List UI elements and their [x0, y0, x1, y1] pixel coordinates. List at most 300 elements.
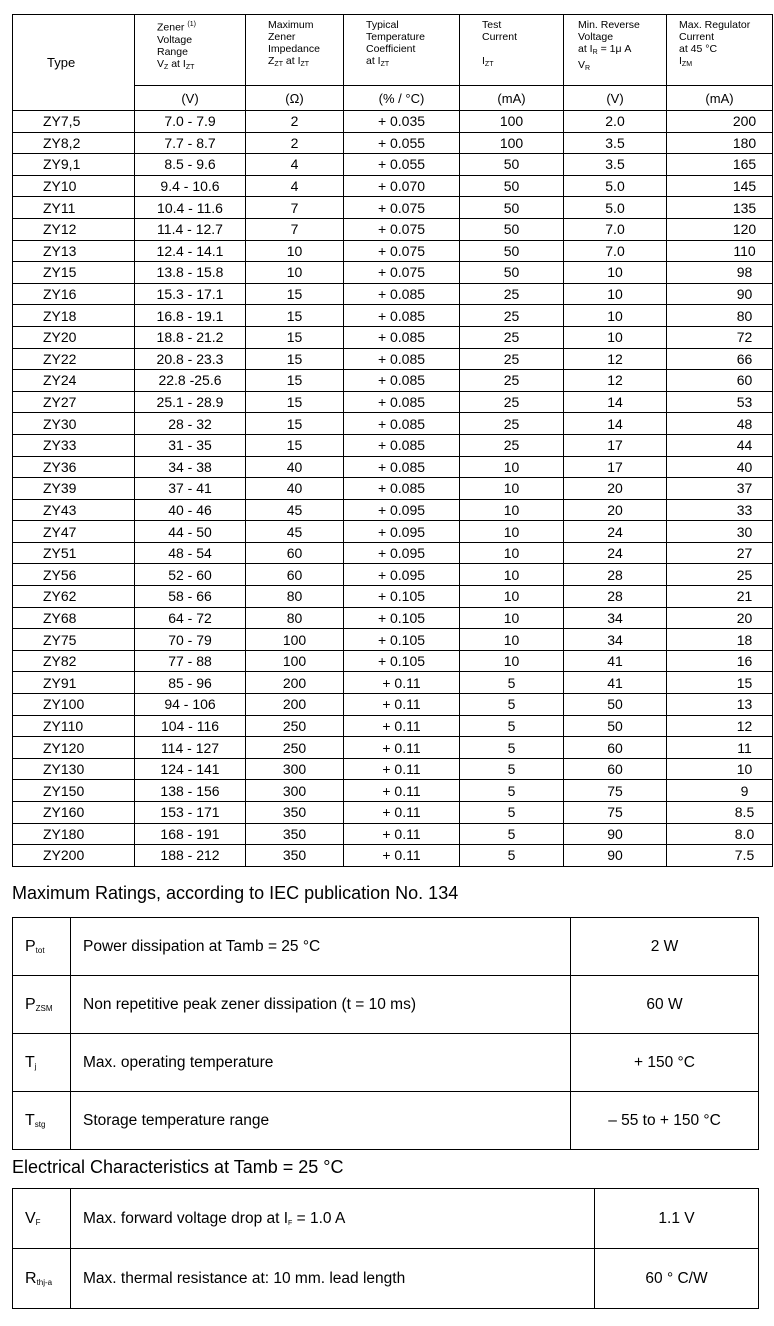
regulator-current-cell: 30 [667, 521, 773, 543]
tempco-cell: + 0.095 [344, 542, 460, 564]
reverse-voltage-cell: 12 [564, 370, 667, 392]
table-row [13, 758, 773, 780]
type-cell: ZY200 [13, 845, 135, 867]
regulator-current-cell: 27 [667, 542, 773, 564]
tempco-cell: + 0.11 [344, 737, 460, 759]
type-cell: ZY82 [13, 650, 135, 672]
impedance-header [246, 15, 344, 86]
reverse-voltage-cell: 50 [564, 694, 667, 716]
tempco-cell: + 0.105 [344, 586, 460, 608]
tempco-cell: + 0.085 [344, 391, 460, 413]
type-cell: ZY27 [13, 391, 135, 413]
type-cell: ZY180 [13, 823, 135, 845]
tempco-cell: + 0.11 [344, 758, 460, 780]
impedance-cell: 200 [246, 672, 344, 694]
tempco-cell: + 0.095 [344, 564, 460, 586]
tempco-cell: + 0.070 [344, 175, 460, 197]
zener-voltage-cell: 10.4 - 11.6 [135, 197, 246, 219]
zener-voltage-cell: 16.8 - 19.1 [135, 305, 246, 327]
test-current-cell: 25 [460, 391, 564, 413]
reverse-voltage-cell: 3.5 [564, 154, 667, 176]
type-cell: ZY56 [13, 564, 135, 586]
impedance-cell: 40 [246, 456, 344, 478]
reverse-voltage-cell: 5.0 [564, 197, 667, 219]
zener-voltage-cell: 18.8 - 21.2 [135, 326, 246, 348]
tempco-cell: + 0.085 [344, 305, 460, 327]
tempco-cell: + 0.055 [344, 154, 460, 176]
tempco-cell: + 0.095 [344, 499, 460, 521]
tempco-header-line1: Typical [366, 19, 399, 31]
description-cell: Power dissipation at Tamb = 25 °C [71, 918, 571, 976]
unit-cell: (V) [564, 86, 667, 111]
reverse-voltage-cell: 17 [564, 434, 667, 456]
regulator-current-cell: 16 [667, 650, 773, 672]
test-current-cell: 25 [460, 305, 564, 327]
regulator-current-cell: 21 [667, 586, 773, 608]
type-cell: ZY15 [13, 262, 135, 284]
impedance-cell: 10 [246, 262, 344, 284]
impedance-cell: 15 [246, 370, 344, 392]
impedance-cell: 15 [246, 326, 344, 348]
tempco-header-line4: at $I_{ZT}$ [366, 55, 390, 68]
test-current-cell: 5 [460, 694, 564, 716]
regulator-current-cell: 15 [667, 672, 773, 694]
reverse-voltage-cell: 34 [564, 629, 667, 651]
table-row [13, 391, 773, 413]
value-cell: 60 W [571, 976, 759, 1034]
table-row [13, 564, 773, 586]
type-cell: ZY110 [13, 715, 135, 737]
impedance-cell: 7 [246, 197, 344, 219]
test-current-cell: 10 [460, 629, 564, 651]
regulator-current-cell: 9 [667, 780, 773, 802]
regulator-header-line4: $I_{ZM}$ [679, 55, 693, 68]
zener-voltage-cell: 11.4 - 12.7 [135, 218, 246, 240]
value-cell: 1.1 V [595, 1189, 759, 1249]
reverse-voltage-cell: 34 [564, 607, 667, 629]
type-cell: ZY130 [13, 758, 135, 780]
symbol-cell: $P_{ZSM}$ [13, 976, 71, 1034]
zener-header-footnote: (1) [187, 21, 196, 28]
table-row [13, 715, 773, 737]
value-cell: 60 ° C/W [595, 1249, 759, 1309]
zener-voltage-cell: 7.0 - 7.9 [135, 111, 246, 133]
type-cell: ZY47 [13, 521, 135, 543]
regulator-current-cell: 10 [667, 758, 773, 780]
value-cell: + 150 °C [571, 1034, 759, 1092]
table-row [13, 283, 773, 305]
impedance-cell: 300 [246, 758, 344, 780]
value-cell: – 55 to + 150 °C [571, 1092, 759, 1150]
zener-header-line2: Voltage [157, 33, 193, 46]
reverse-voltage-cell: 10 [564, 262, 667, 284]
zener-voltage-cell: 31 - 35 [135, 434, 246, 456]
impedance-cell: 2 [246, 111, 344, 133]
zener-voltage-cell: 34 - 38 [135, 456, 246, 478]
tempco-cell: + 0.085 [344, 413, 460, 435]
tempco-cell: + 0.075 [344, 262, 460, 284]
reverse-voltage-cell: 14 [564, 391, 667, 413]
test-current-cell: 10 [460, 607, 564, 629]
type-cell: ZY7,5 [13, 111, 135, 133]
type-cell: ZY24 [13, 370, 135, 392]
zener-voltage-cell: 77 - 88 [135, 650, 246, 672]
test-current-cell: 10 [460, 456, 564, 478]
table-row [13, 434, 773, 456]
impedance-cell: 40 [246, 478, 344, 500]
table-row [13, 542, 773, 564]
zener-header-line1: Zener [157, 21, 188, 34]
table-row [13, 586, 773, 608]
type-cell: ZY16 [13, 283, 135, 305]
tempco-cell: + 0.085 [344, 456, 460, 478]
zener-voltage-cell: 64 - 72 [135, 607, 246, 629]
reverse-voltage-cell: 20 [564, 499, 667, 521]
reverse-voltage-cell: 10 [564, 283, 667, 305]
table-row [13, 326, 773, 348]
tempco-cell: + 0.11 [344, 780, 460, 802]
impedance-cell: 10 [246, 240, 344, 262]
type-cell: ZY91 [13, 672, 135, 694]
regulator-current-cell: 44 [667, 434, 773, 456]
description-cell: Max. forward voltage drop at $I_F = 1.0$ A [71, 1189, 595, 1249]
test-current-header-line4: $I_{ZT}$ [482, 55, 494, 68]
impedance-cell: 200 [246, 694, 344, 716]
reverse-voltage-cell: 7.0 [564, 240, 667, 262]
impedance-cell: 100 [246, 650, 344, 672]
zener-voltage-cell: 85 - 96 [135, 672, 246, 694]
zener-voltage-cell: 12.4 - 14.1 [135, 240, 246, 262]
impedance-cell: 350 [246, 845, 344, 867]
zener-voltage-cell: 124 - 141 [135, 758, 246, 780]
regulator-current-cell: 48 [667, 413, 773, 435]
reverse-header-line1: Min. Reverse [578, 19, 640, 31]
test-current-header [460, 15, 564, 86]
impedance-cell: 2 [246, 132, 344, 154]
regulator-current-cell: 25 [667, 564, 773, 586]
test-current-cell: 10 [460, 478, 564, 500]
impedance-header-line2: Zener [268, 31, 296, 43]
table-row [13, 607, 773, 629]
zener-voltage-cell: 188 - 212 [135, 845, 246, 867]
impedance-cell: 350 [246, 823, 344, 845]
reverse-voltage-cell: 2.0 [564, 111, 667, 133]
impedance-header-line1: Maximum [268, 19, 314, 31]
tempco-cell: + 0.085 [344, 370, 460, 392]
test-current-cell: 50 [460, 240, 564, 262]
table-row [13, 499, 773, 521]
tempco-cell: + 0.11 [344, 802, 460, 824]
test-current-cell: 10 [460, 650, 564, 672]
test-current-cell: 50 [460, 175, 564, 197]
regulator-current-cell: 37 [667, 478, 773, 500]
test-current-cell: 25 [460, 413, 564, 435]
impedance-cell: 100 [246, 629, 344, 651]
ratings-title: Maximum Ratings, according to IEC publication No. 134 [12, 883, 459, 903]
unit-cell: (Ω) [246, 86, 344, 111]
regulator-current-cell: 40 [667, 456, 773, 478]
test-current-cell: 10 [460, 564, 564, 586]
tempco-cell: + 0.055 [344, 132, 460, 154]
regulator-header-line1: Max. Regulator [679, 19, 751, 31]
rating-row [13, 1034, 759, 1092]
regulator-current-cell: 165 [667, 154, 773, 176]
test-current-cell: 5 [460, 802, 564, 824]
electrical-title: Electrical Characteristics at Tamb = 25 °C [12, 1157, 344, 1177]
zener-voltage-cell: 114 - 127 [135, 737, 246, 759]
tempco-header-line3: Coefficient [366, 43, 416, 55]
zener-voltage-cell: 153 - 171 [135, 802, 246, 824]
regulator-current-cell: 20 [667, 607, 773, 629]
tempco-header-line2: Temperature [366, 31, 425, 43]
test-current-cell: 5 [460, 672, 564, 694]
table-row [13, 218, 773, 240]
test-current-cell: 10 [460, 521, 564, 543]
regulator-current-cell: 180 [667, 132, 773, 154]
zener-voltage-cell: 168 - 191 [135, 823, 246, 845]
type-cell: ZY22 [13, 348, 135, 370]
impedance-cell: 300 [246, 780, 344, 802]
impedance-cell: 15 [246, 283, 344, 305]
table-row [13, 175, 773, 197]
type-cell: ZY10 [13, 175, 135, 197]
regulator-current-cell: 145 [667, 175, 773, 197]
impedance-cell: 15 [246, 348, 344, 370]
table-row [13, 845, 773, 867]
zener-voltage-cell: 94 - 106 [135, 694, 246, 716]
regulator-current-header [667, 15, 773, 86]
type-cell: ZY160 [13, 802, 135, 824]
characteristic-row [13, 1249, 759, 1309]
unit-cell: (V) [135, 86, 246, 111]
zener-voltage-cell: 52 - 60 [135, 564, 246, 586]
reverse-voltage-cell: 14 [564, 413, 667, 435]
symbol-cell: $P_{tot}$ [13, 918, 71, 976]
spec-header-row [13, 15, 773, 86]
test-current-cell: 100 [460, 111, 564, 133]
regulator-current-cell: 200 [667, 111, 773, 133]
value-cell: 2 W [571, 918, 759, 976]
zener-voltage-cell: 58 - 66 [135, 586, 246, 608]
table-row [13, 456, 773, 478]
description-cell: Max. thermal resistance at: 10 mm. lead length [71, 1249, 595, 1309]
table-row [13, 672, 773, 694]
zener-voltage-cell: 40 - 46 [135, 499, 246, 521]
impedance-cell: 60 [246, 542, 344, 564]
table-row [13, 650, 773, 672]
reverse-voltage-cell: 60 [564, 758, 667, 780]
zener-voltage-header [135, 15, 246, 86]
type-cell: ZY11 [13, 197, 135, 219]
regulator-current-cell: 110 [667, 240, 773, 262]
regulator-current-cell: 13 [667, 694, 773, 716]
reverse-voltage-cell: 28 [564, 586, 667, 608]
reverse-voltage-cell: 90 [564, 845, 667, 867]
test-current-cell: 5 [460, 780, 564, 802]
zener-voltage-cell: 138 - 156 [135, 780, 246, 802]
regulator-current-cell: 60 [667, 370, 773, 392]
regulator-current-cell: 66 [667, 348, 773, 370]
table-row [13, 240, 773, 262]
table-row [13, 197, 773, 219]
reverse-voltage-cell: 41 [564, 650, 667, 672]
description-cell: Non repetitive peak zener dissipation (t = 10 ms) [71, 976, 571, 1034]
table-row [13, 305, 773, 327]
impedance-cell: 250 [246, 737, 344, 759]
zener-voltage-cell: 13.8 - 15.8 [135, 262, 246, 284]
zener-voltage-cell: 15.3 - 17.1 [135, 283, 246, 305]
regulator-current-cell: 33 [667, 499, 773, 521]
spec-table-body [13, 111, 773, 867]
description-cell: Storage temperature range [71, 1092, 571, 1150]
test-current-cell: 50 [460, 197, 564, 219]
impedance-cell: 7 [246, 218, 344, 240]
tempco-cell: + 0.085 [344, 326, 460, 348]
reverse-header-line4: $V_R$ [578, 59, 591, 72]
reverse-voltage-cell: 10 [564, 326, 667, 348]
tempco-cell: + 0.095 [344, 521, 460, 543]
test-current-header-line2: Current [482, 31, 518, 43]
zener-voltage-cell: 25.1 - 28.9 [135, 391, 246, 413]
test-current-cell: 5 [460, 823, 564, 845]
rating-row [13, 918, 759, 976]
tempco-cell: + 0.105 [344, 629, 460, 651]
unit-cell: (mA) [460, 86, 564, 111]
table-row [13, 111, 773, 133]
symbol-cell: $V_F$ [13, 1189, 71, 1249]
test-current-cell: 25 [460, 283, 564, 305]
regulator-current-cell: 11 [667, 737, 773, 759]
test-current-cell: 5 [460, 758, 564, 780]
regulator-current-cell: 18 [667, 629, 773, 651]
reverse-voltage-cell: 10 [564, 305, 667, 327]
rating-row [13, 976, 759, 1034]
impedance-cell: 15 [246, 413, 344, 435]
regulator-current-cell: 80 [667, 305, 773, 327]
zener-voltage-cell: 48 - 54 [135, 542, 246, 564]
zener-voltage-cell: 22.8 -25.6 [135, 370, 246, 392]
type-cell: ZY33 [13, 434, 135, 456]
test-current-cell: 5 [460, 845, 564, 867]
type-cell: ZY9,1 [13, 154, 135, 176]
regulator-current-cell: 53 [667, 391, 773, 413]
type-cell: ZY62 [13, 586, 135, 608]
type-cell: ZY150 [13, 780, 135, 802]
symbol-cell: $T_{stg}$ [13, 1092, 71, 1150]
type-header: Type [13, 15, 135, 111]
tempco-cell: + 0.085 [344, 434, 460, 456]
regulator-header-line3: at 45 °C [679, 43, 718, 55]
reverse-voltage-cell: 17 [564, 456, 667, 478]
zener-header-line4: $V_Z$ at $I_{ZT}$ [157, 57, 195, 71]
table-row [13, 521, 773, 543]
tempco-cell: + 0.11 [344, 672, 460, 694]
characteristic-row [13, 1189, 759, 1249]
type-cell: ZY18 [13, 305, 135, 327]
table-row [13, 823, 773, 845]
test-current-header-line1: Test [482, 19, 502, 31]
table-row [13, 154, 773, 176]
reverse-voltage-cell: 7.0 [564, 218, 667, 240]
regulator-current-cell: 98 [667, 262, 773, 284]
type-cell: ZY39 [13, 478, 135, 500]
zener-header-line3: Range [157, 45, 188, 58]
type-cell: ZY43 [13, 499, 135, 521]
impedance-cell: 15 [246, 391, 344, 413]
test-current-cell: 25 [460, 370, 564, 392]
type-cell: ZY68 [13, 607, 135, 629]
type-cell: ZY30 [13, 413, 135, 435]
zener-voltage-cell: 44 - 50 [135, 521, 246, 543]
test-current-cell: 10 [460, 542, 564, 564]
tempco-cell: + 0.105 [344, 607, 460, 629]
table-row [13, 737, 773, 759]
type-cell: ZY120 [13, 737, 135, 759]
reverse-voltage-cell: 3.5 [564, 132, 667, 154]
tempco-cell: + 0.075 [344, 218, 460, 240]
test-current-cell: 10 [460, 586, 564, 608]
reverse-header-line3: at $I_R = 1\mu$ A [578, 43, 632, 56]
reverse-voltage-cell: 41 [564, 672, 667, 694]
impedance-cell: 80 [246, 607, 344, 629]
reverse-voltage-cell: 24 [564, 521, 667, 543]
tempco-header [344, 15, 460, 86]
zener-voltage-cell: 70 - 79 [135, 629, 246, 651]
table-row [13, 694, 773, 716]
reverse-voltage-cell: 75 [564, 780, 667, 802]
regulator-header-line2: Current [679, 31, 715, 43]
regulator-current-cell: 8.0 [667, 823, 773, 845]
impedance-cell: 4 [246, 175, 344, 197]
tempco-cell: + 0.105 [344, 650, 460, 672]
table-row [13, 132, 773, 154]
table-row [13, 370, 773, 392]
impedance-cell: 15 [246, 434, 344, 456]
test-current-cell: 50 [460, 262, 564, 284]
impedance-cell: 80 [246, 586, 344, 608]
tempco-cell: + 0.075 [344, 240, 460, 262]
test-current-cell: 50 [460, 218, 564, 240]
reverse-voltage-cell: 12 [564, 348, 667, 370]
impedance-cell: 4 [246, 154, 344, 176]
regulator-current-cell: 120 [667, 218, 773, 240]
type-cell: ZY51 [13, 542, 135, 564]
test-current-cell: 5 [460, 715, 564, 737]
impedance-cell: 45 [246, 499, 344, 521]
test-current-cell: 25 [460, 434, 564, 456]
type-cell: ZY100 [13, 694, 135, 716]
tempco-cell: + 0.11 [344, 694, 460, 716]
reverse-voltage-cell: 20 [564, 478, 667, 500]
type-cell: ZY8,2 [13, 132, 135, 154]
reverse-voltage-cell: 90 [564, 823, 667, 845]
tempco-cell: + 0.075 [344, 197, 460, 219]
regulator-current-cell: 12 [667, 715, 773, 737]
type-cell: ZY12 [13, 218, 135, 240]
type-cell: ZY13 [13, 240, 135, 262]
regulator-current-cell: 7.5 [667, 845, 773, 867]
tempco-cell: + 0.035 [344, 111, 460, 133]
impedance-header-line3: Impedance [268, 43, 320, 55]
test-current-cell: 100 [460, 132, 564, 154]
reverse-voltage-cell: 60 [564, 737, 667, 759]
reverse-voltage-cell: 50 [564, 715, 667, 737]
tempco-cell: + 0.085 [344, 478, 460, 500]
zener-spec-table [12, 14, 773, 867]
symbol-cell: $R_{thj-a}$ [13, 1249, 71, 1309]
tempco-cell: + 0.11 [344, 845, 460, 867]
unit-cell: (% / °C) [344, 86, 460, 111]
